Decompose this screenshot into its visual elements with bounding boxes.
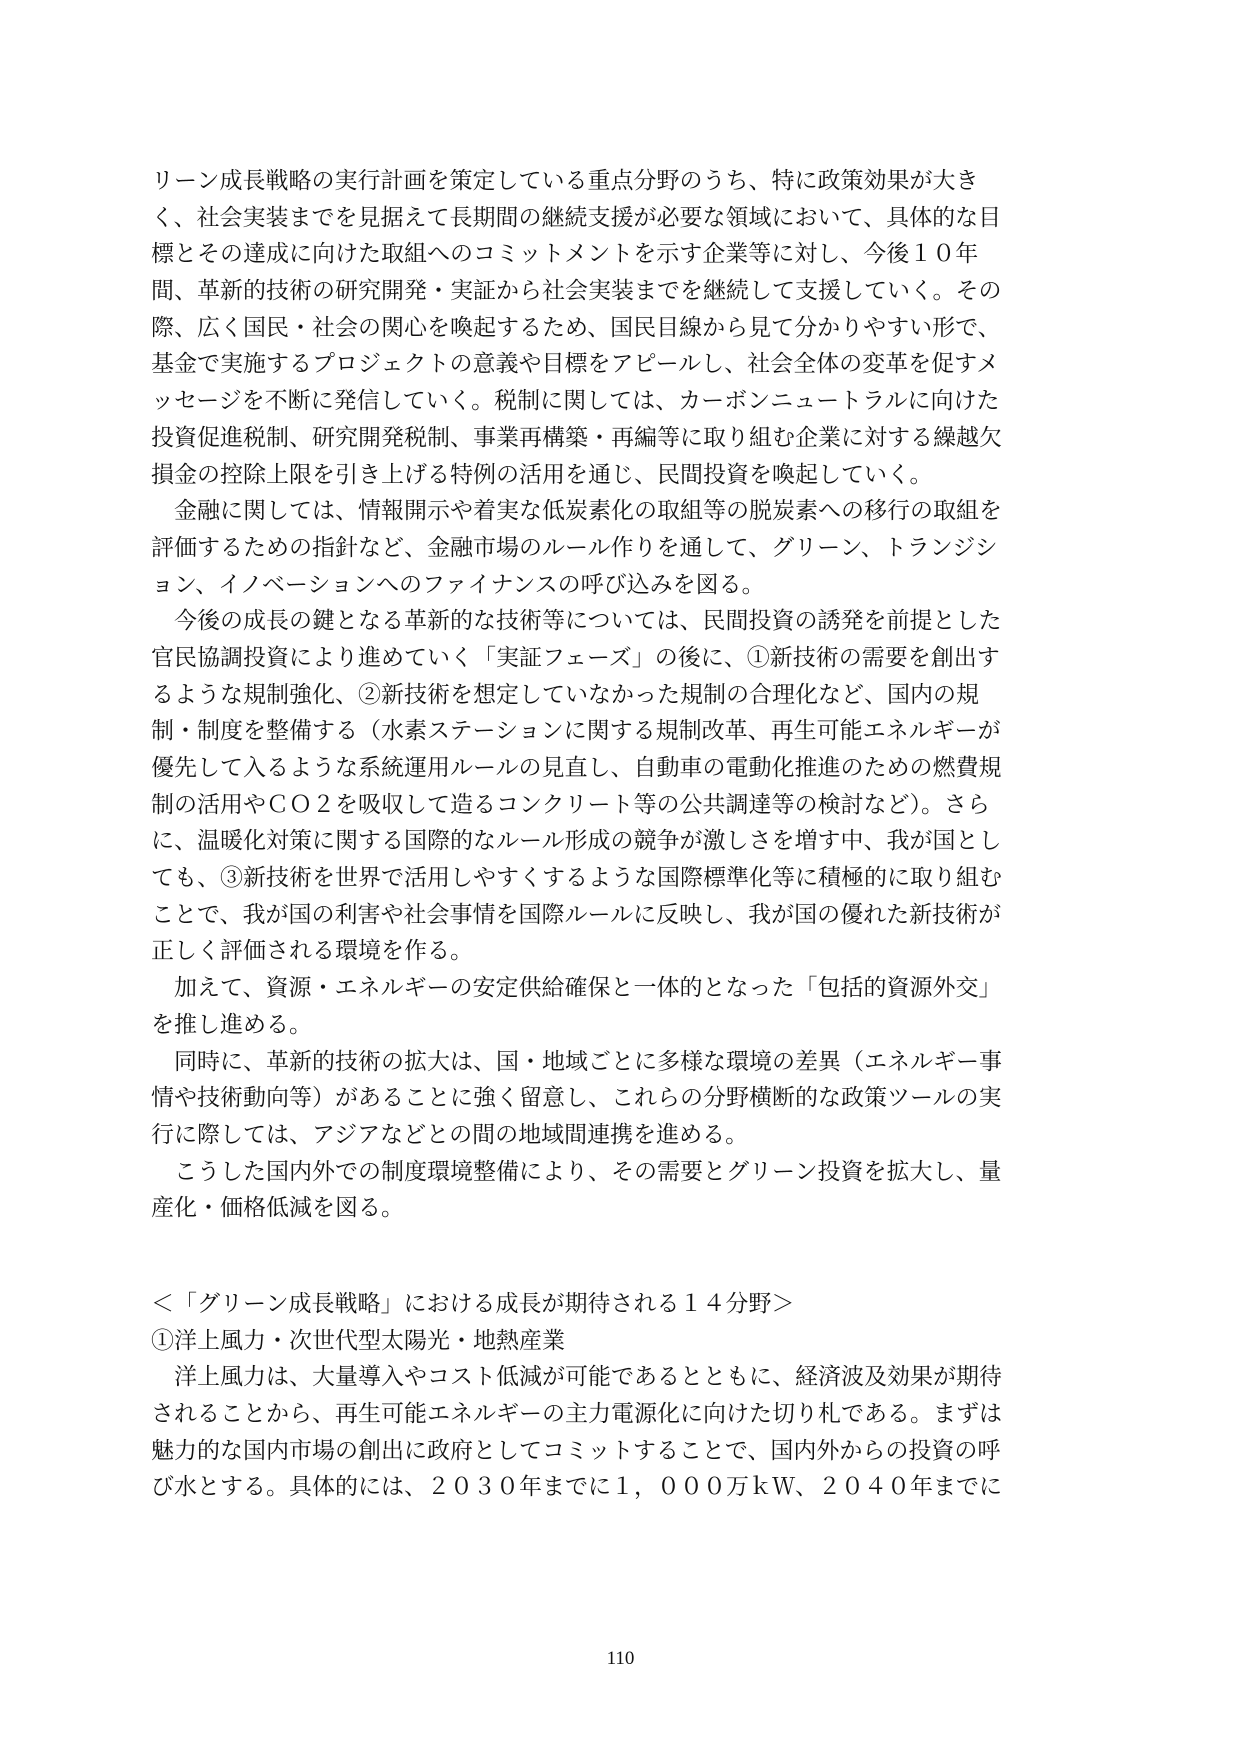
text-line: 標とその達成に向けた取組へのコミットメントを示す企業等に対し、今後１０年 [151, 241, 979, 268]
section-subheading: ①洋上風力・次世代型太陽光・地熱産業 [151, 1327, 565, 1354]
text-line: 投資促進税制、研究開発税制、事業再構築・再編等に取り組む企業に対する繰越欠 [151, 424, 1002, 451]
section-fields [151, 1286, 1091, 1506]
text-line: 行に際しては、アジアなどとの間の地域間連携を進める。 [151, 1121, 749, 1148]
body-text [151, 163, 1091, 1227]
text-line: 今後の成長の鍵となる革新的な技術等については、民間投資の誘発を前提とした [151, 608, 1002, 635]
text-line: 評価するための指針など、金融市場のルール作りを通して、グリーン、トランジシ [151, 534, 998, 561]
text-line: く、社会実装までを見据えて長期間の継続支援が必要な領域において、具体的な目 [151, 204, 1002, 231]
text-line: 産化・価格低減を図る。 [151, 1195, 404, 1222]
text-line: 正しく評価される環境を作る。 [151, 938, 473, 965]
text-line: 制・制度を整備する（水素ステーションに関する規制改革、再生可能エネルギーが [151, 718, 1001, 745]
text-line: されることから、再生可能エネルギーの主力電源化に向けた切り札である。まずは [151, 1401, 1002, 1428]
text-line: 際、広く国民・社会の関心を喚起するため、国民目線から見て分かりやすい形で、 [151, 314, 1001, 341]
text-line: リーン成長戦略の実行計画を策定している重点分野のうち、特に政策効果が大き [151, 168, 979, 194]
text-line: 官民協調投資により進めていく「実証フェーズ」の後に、①新技術の需要を創出す [151, 644, 1000, 671]
page-number: 110 [606, 1648, 635, 1669]
text-line: を推し進める。 [151, 1011, 312, 1038]
text-line: 間、革新的技術の研究開発・実証から社会実装までを継続して支援していく。その [151, 278, 1002, 305]
text-line: に、温暖化対策に関する国際的なルール形成の競争が激しさを増す中、我が国とし [151, 828, 1002, 855]
text-line: ても、③新技術を世界で活用しやすくするような国際標準化等に積極的に取り組む [151, 865, 1002, 892]
text-line: 加えて、資源・エネルギーの安定供給確保と一体的となった「包括的資源外交」 [151, 975, 1002, 1002]
text-line: こうした国内外での制度環境整備により、その需要とグリーン投資を拡大し、量 [151, 1158, 1002, 1185]
text-line: び水とする。具体的には、２０３０年までに１，０００万ｋＷ、２０４０年までに [151, 1474, 1002, 1501]
text-line: ョン、イノベーションへのファイナンスの呼び込みを図る。 [151, 571, 765, 598]
text-line: 金融に関しては、情報開示や着実な低炭素化の取組等の脱炭素への移行の取組を [151, 498, 1002, 525]
text-line: ッセージを不断に発信していく。税制に関しては、カーボンニュートラルに向けた [151, 388, 1000, 415]
text-line: 同時に、革新的技術の拡大は、国・地域ごとに多様な環境の差異（エネルギー事 [151, 1048, 1002, 1075]
text-line: ことで、我が国の利害や社会事情を国際ルールに反映し、我が国の優れた新技術が [151, 901, 1002, 928]
text-line: 情や技術動向等）があることに強く留意し、これらの分野横断的な政策ツールの実 [151, 1085, 1002, 1112]
text-line: るような規制強化、②新技術を想定していなかった規制の合理化など、国内の規 [151, 681, 979, 708]
text-line: 制の活用やＣＯ２を吸収して造るコンクリート等の公共調達等の検討など）。さら [151, 791, 991, 818]
text-line: 基金で実施するプロジェクトの意義や目標をアピールし、社会全体の変革を促すメ [151, 351, 1000, 378]
text-line: 優先して入るような系統運用ルールの見直し、自動車の電動化推進のための燃費規 [151, 755, 1002, 781]
text-line: 損金の控除上限を引き上げる特例の活用を通じ、民間投資を喚起していく。 [151, 461, 933, 488]
section-heading: ＜「グリーン成長戦略」における成長が期待される１４分野＞ [151, 1291, 795, 1317]
text-line: 魅力的な国内市場の創出に政府としてコミットすることで、国内外からの投資の呼 [151, 1437, 1001, 1464]
text-line: 洋上風力は、大量導入やコスト低減が可能であるとともに、経済波及効果が期待 [151, 1364, 1002, 1391]
